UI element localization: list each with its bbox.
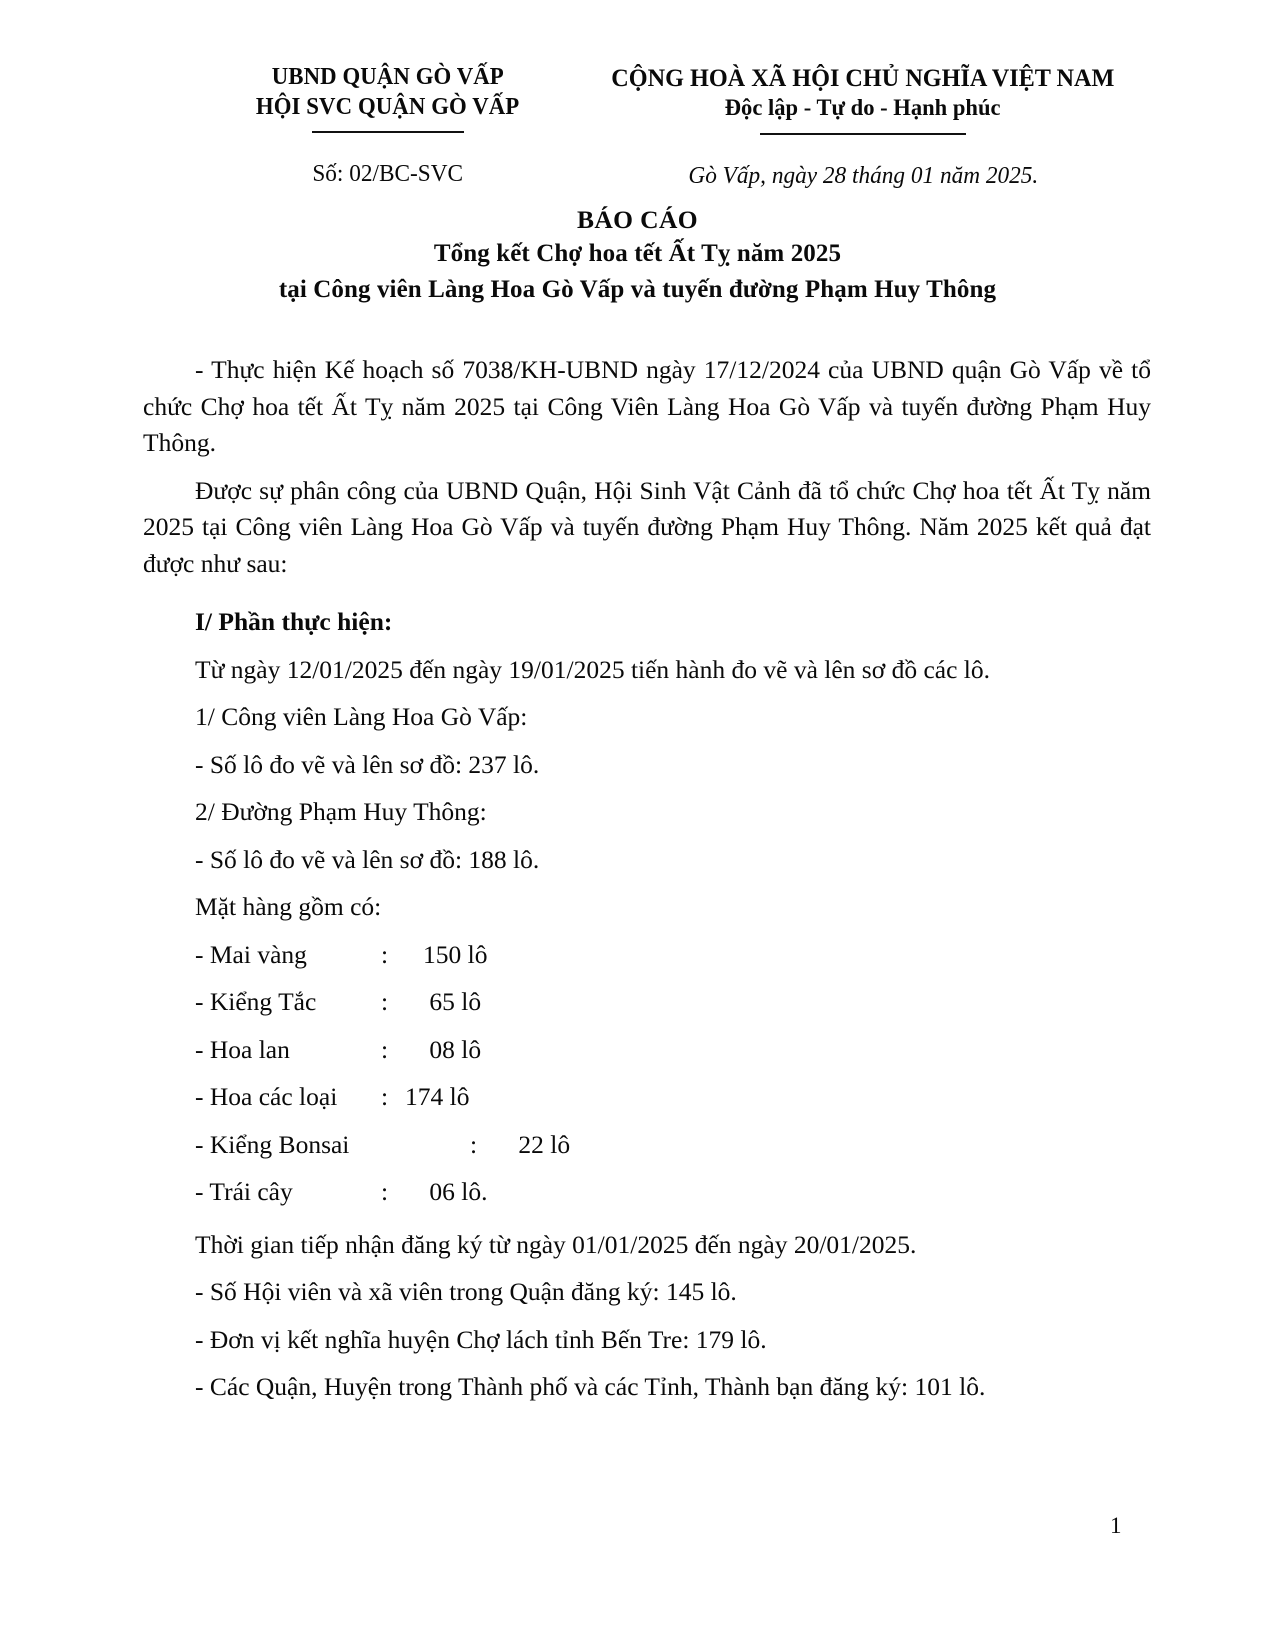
goods-item-row <box>195 937 1151 974</box>
paragraph-assignment: Được sự phân công của UBND Quận, Hội Sinh Vật Cảnh đã tổ chức Chợ hoa tết Ất Tỵ năm 2025 tại Công viên Làng Hoa Gò Vấp và tuyến đường Phạm Huy Thông. Năm 2025 kết quả đạt được như sau: <box>143 475 1151 578</box>
goods-item-separator: : <box>470 1129 478 1159</box>
goods-item-row <box>195 984 1151 1021</box>
goods-list-heading: Mặt hàng gồm có: <box>195 892 382 921</box>
goods-item-value: 65 lô <box>423 987 482 1016</box>
header-left-block <box>188 62 588 189</box>
issuing-authority-line2: HỘI SVC QUẬN GÒ VẤP <box>256 93 520 120</box>
goods-item-label: - Trái cây <box>195 1177 293 1206</box>
goods-item-value: 174 lô <box>405 1082 470 1111</box>
document-subtitle-line1: Tổng kết Chợ hoa tết Ất Tỵ năm 2025 <box>433 240 842 267</box>
goods-item-row <box>195 1127 1151 1164</box>
line-park-lot-count: - Số lô đo vẽ và lên sơ đồ: 237 lô. <box>195 749 540 779</box>
header-right-divider <box>760 133 966 135</box>
line-registration-members: - Số Hội viên và xã viên trong Quận đăng ký: 145 lô. <box>195 1277 737 1306</box>
goods-item-value: 08 lô <box>423 1034 482 1064</box>
goods-item-label: - Hoa các loại <box>195 1082 338 1111</box>
goods-item-row <box>195 1079 1151 1116</box>
document-type-title: BÁO CÁO <box>576 205 699 234</box>
document-title-block <box>0 203 1275 308</box>
national-title: CỘNG HOÀ XÃ HỘI CHỦ NGHĨA VIỆT NAM <box>611 63 1115 92</box>
section-heading-implementation: I/ Phần thực hiện: <box>195 607 393 636</box>
line-survey-period: Từ ngày 12/01/2025 đến ngày 19/01/2025 tiến hành đo vẽ và lên sơ đồ các lô. <box>195 654 990 684</box>
page-number: 1 <box>1110 1513 1122 1538</box>
header-right-block <box>598 62 1128 191</box>
paragraph-legal-basis: - Thực hiện Kế hoạch số 7038/KH-UBND ngày 17/12/2024 của UBND quận Gò Vấp về tổ chức Chợ hoa tết Ất Tỵ năm 2025 tại Công Viên Làng Hoa Gò Vấp và tuyến đường Phạm Huy Thông. <box>143 355 1151 457</box>
goods-item-value: 150 lô <box>423 939 488 969</box>
header-left-divider <box>312 131 464 133</box>
subsection-heading-street: 2/ Đường Phạm Huy Thông: <box>195 797 487 826</box>
goods-item-label: - Kiểng Bonsai <box>195 1129 350 1159</box>
line-registration-others: - Các Quận, Huyện trong Thành phố và các Tỉnh, Thành bạn đăng ký: 101 lô. <box>195 1372 986 1401</box>
subsection-heading-park: 1/ Công viên Làng Hoa Gò Vấp: <box>195 702 528 731</box>
document-header <box>140 62 1140 191</box>
issuing-authority-line1: UBND QUẬN GÒ VẤP <box>271 63 505 90</box>
line-registration-period: Thời gian tiếp nhận đăng ký từ ngày 01/01/2025 đến ngày 20/01/2025. <box>195 1229 917 1259</box>
goods-item-separator: : <box>381 1177 389 1206</box>
goods-item-separator: : <box>381 1082 389 1111</box>
document-subtitle-line2: tại Công viên Làng Hoa Gò Vấp và tuyến đường Phạm Huy Thông <box>278 276 997 303</box>
goods-item-row <box>195 1032 1151 1069</box>
goods-item-value: 22 lô <box>512 1129 571 1159</box>
place-and-date: Gò Vấp, ngày 28 tháng 01 năm 2025. <box>688 163 1038 189</box>
goods-item-separator: : <box>381 987 389 1016</box>
goods-item-label: - Kiểng Tắc <box>195 987 317 1016</box>
goods-item-label: - Mai vàng <box>195 939 307 969</box>
goods-item-label: - Hoa lan <box>195 1034 290 1064</box>
goods-item-row <box>195 1174 1151 1211</box>
goods-item-separator: : <box>381 939 389 969</box>
document-body <box>143 352 1151 1406</box>
goods-item-separator: : <box>381 1034 389 1064</box>
document-number: Số: 02/BC-SVC <box>312 161 464 187</box>
goods-list <box>143 937 1151 1211</box>
national-motto: Độc lập - Tự do - Hạnh phúc <box>725 95 1001 121</box>
line-registration-ben-tre: - Đơn vị kết nghĩa huyện Chợ lách tỉnh Bến Tre: 179 lô. <box>195 1324 767 1354</box>
line-street-lot-count: - Số lô đo vẽ và lên sơ đồ: 188 lô. <box>195 844 540 874</box>
goods-item-value: 06 lô. <box>423 1177 488 1206</box>
